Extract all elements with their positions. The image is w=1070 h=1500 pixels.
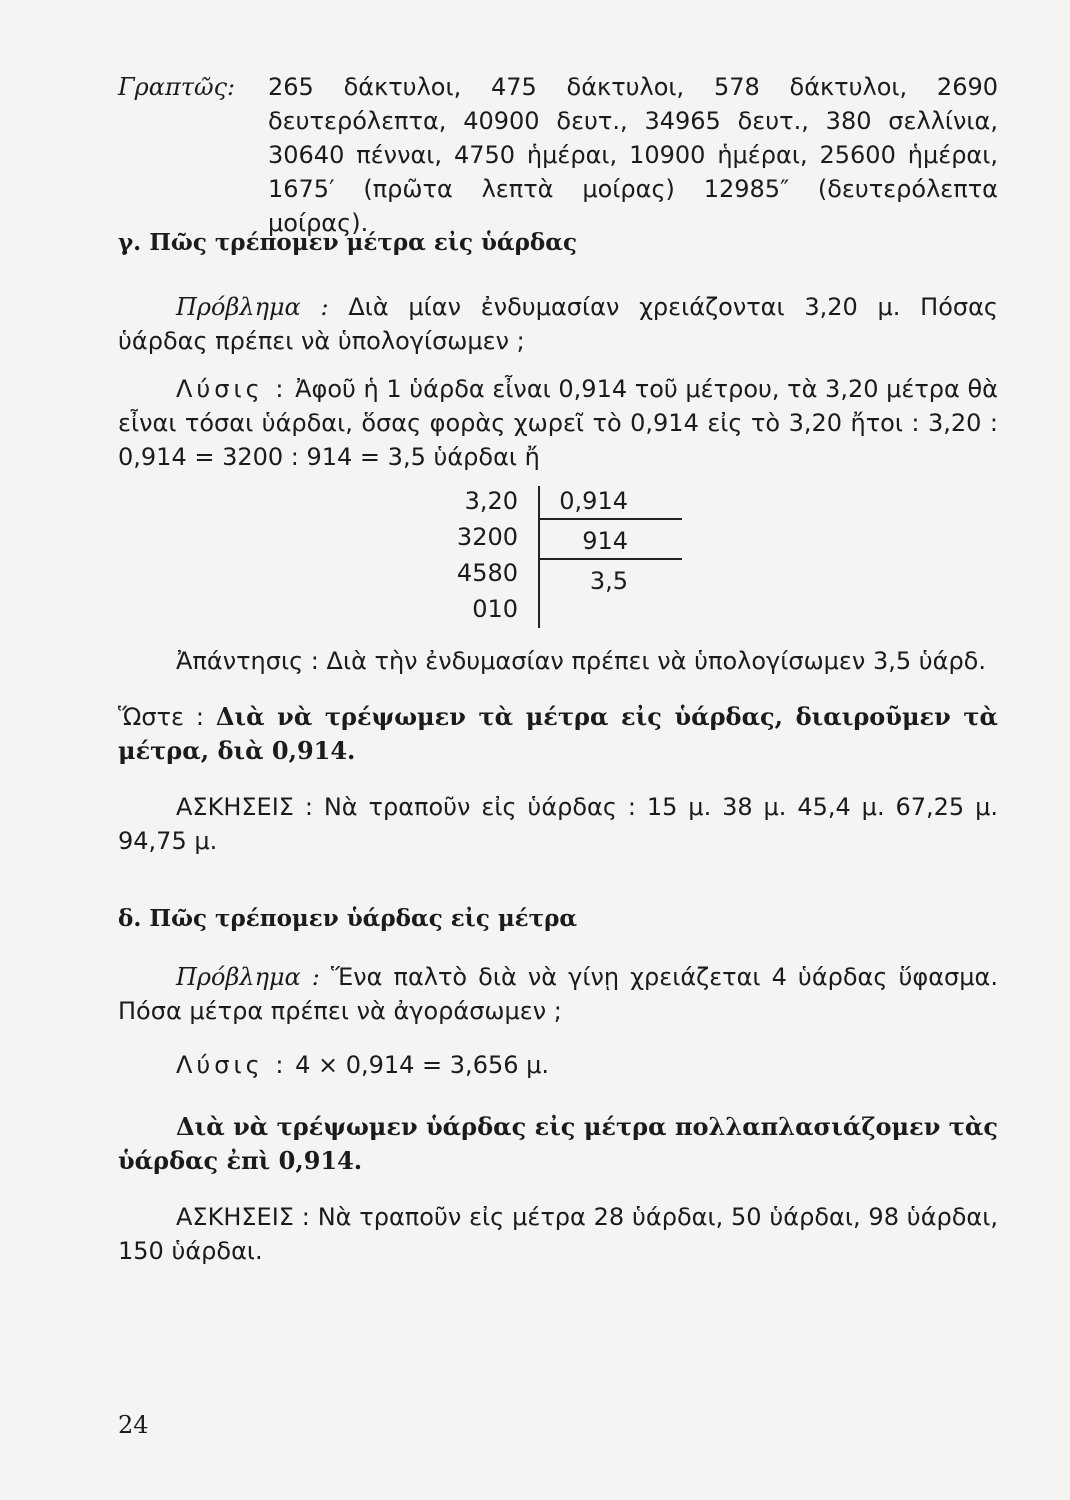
section-d-heading: δ. Πῶς τρέπομεν ὑάρδας εἰς μέτρα	[118, 905, 578, 932]
section-d-exercises	[118, 1200, 998, 1268]
problem-text-d: Ἕνα παλτὸ διὰ νὰ γίνῃ χρειάζεται 4 ὑάρδας ὕφασμα. Πόσα μέτρα πρέπει νὰ ἀγοράσωμεν ;	[118, 963, 998, 1025]
division-divisor-2: 914	[582, 527, 628, 555]
solution-text-d: 4 × 0,914 = 3,656 μ.	[295, 1051, 550, 1079]
solution-label: Λύσις :	[176, 375, 288, 403]
page-content	[118, 70, 998, 1268]
division-dividend-1: 3,20	[464, 487, 518, 515]
exercises-text-d: Νὰ τραποῦν εἰς μέτρα 28 ὑάρδαι, 50 ὑάρδαι, 98 ὑάρδαι, 150 ὑάρδαι.	[118, 1203, 998, 1265]
division-dividend-2: 3200	[456, 523, 518, 551]
division-divisor: 0,914	[559, 487, 628, 515]
section-d-solution	[118, 1048, 998, 1082]
section-g-problem	[118, 290, 998, 358]
answer-text: Διὰ τὴν ἐνδυμασίαν πρέπει νὰ ὑπολογίσωμεν 3,5 ὑάρδ.	[326, 647, 986, 675]
problem-label-d: Πρόβλημα :	[176, 963, 320, 991]
section-g-exercises	[118, 790, 998, 858]
page-number: 24	[118, 1411, 149, 1439]
section-g-heading: γ. Πῶς τρέπομεν μέτρα εἰς ὑάρδας	[118, 229, 577, 256]
division-quotient: 3,5	[589, 567, 628, 595]
section-g-answer	[118, 644, 998, 678]
division-remainder-1: 4580	[456, 559, 518, 587]
division-line-2	[540, 558, 682, 560]
rule-label: Ὥστε :	[118, 703, 204, 731]
section-d-rule: Διὰ νὰ τρέψωμεν ὑάρδας εἰς μέτρα πολλαπλασιάζομεν τὰς ὑάρδας ἐπὶ 0,914.	[118, 1112, 998, 1175]
solution-text: Ἀφοῦ ἡ 1 ὑάρδα εἶναι 0,914 τοῦ μέτρου, τὰ 3,20 μέτρα θὰ εἶναι τόσαι ὑάρδαι, ὅσας φορὰς χωρεῖ τὸ 0,914 εἰς τὸ 3,20 ἤτοι : 3,20 : 0,914 = 3200 : 914 = 3,5 ὑάρδαι ἤ	[118, 375, 998, 471]
problem-label: Πρόβλημα :	[176, 293, 329, 321]
solution-label-d: Λύσις :	[176, 1051, 288, 1079]
exercises-text: Νὰ τραποῦν εἰς ὑάρδας : 15 μ. 38 μ. 45,4 μ. 67,25 μ. 94,75 μ.	[118, 793, 998, 855]
section-g-solution	[118, 372, 998, 474]
division-remainder-2: 010	[472, 595, 518, 623]
written-answers	[118, 70, 998, 237]
exercises-label-d: ΑΣΚΗΣΕΙΣ :	[176, 1203, 310, 1231]
written-text: 265 δάκτυλοι, 475 δάκτυλοι, 578 δάκτυλοι, 2690 δευτερόλεπτα, 40900 δευτ., 34965 δευτ., 380 σελλίνια, 30640 πένναι, 4750 ἡμέραι, 10900 ἡμέραι, 25600 ἡμέραι, 1675′ (πρῶτα λεπτὰ μοίρας) 12985″ (δευτερόλεπτα μοίρας).	[268, 73, 998, 237]
section-g-rule	[118, 700, 998, 768]
answer-label: Ἀπάντησις :	[176, 647, 319, 675]
division-vertical-line	[538, 486, 540, 628]
long-division	[118, 484, 998, 634]
problem-text: Διὰ μίαν ἐνδυμασίαν χρειάζονται 3,20 μ. Πόσας ὑάρδας πρέπει νὰ ὑπολογίσωμεν ;	[118, 293, 998, 355]
exercises-label: ΑΣΚΗΣΕΙΣ :	[176, 793, 313, 821]
rule-text: Διὰ νὰ τρέψωμεν τὰ μέτρα εἰς ὑάρδας, διαιροῦμεν τὰ μέτρα, διὰ 0,914.	[118, 702, 998, 765]
section-d-problem	[118, 960, 998, 1028]
division-line-1	[540, 518, 682, 520]
written-label: Γραπτῶς:	[118, 73, 236, 101]
